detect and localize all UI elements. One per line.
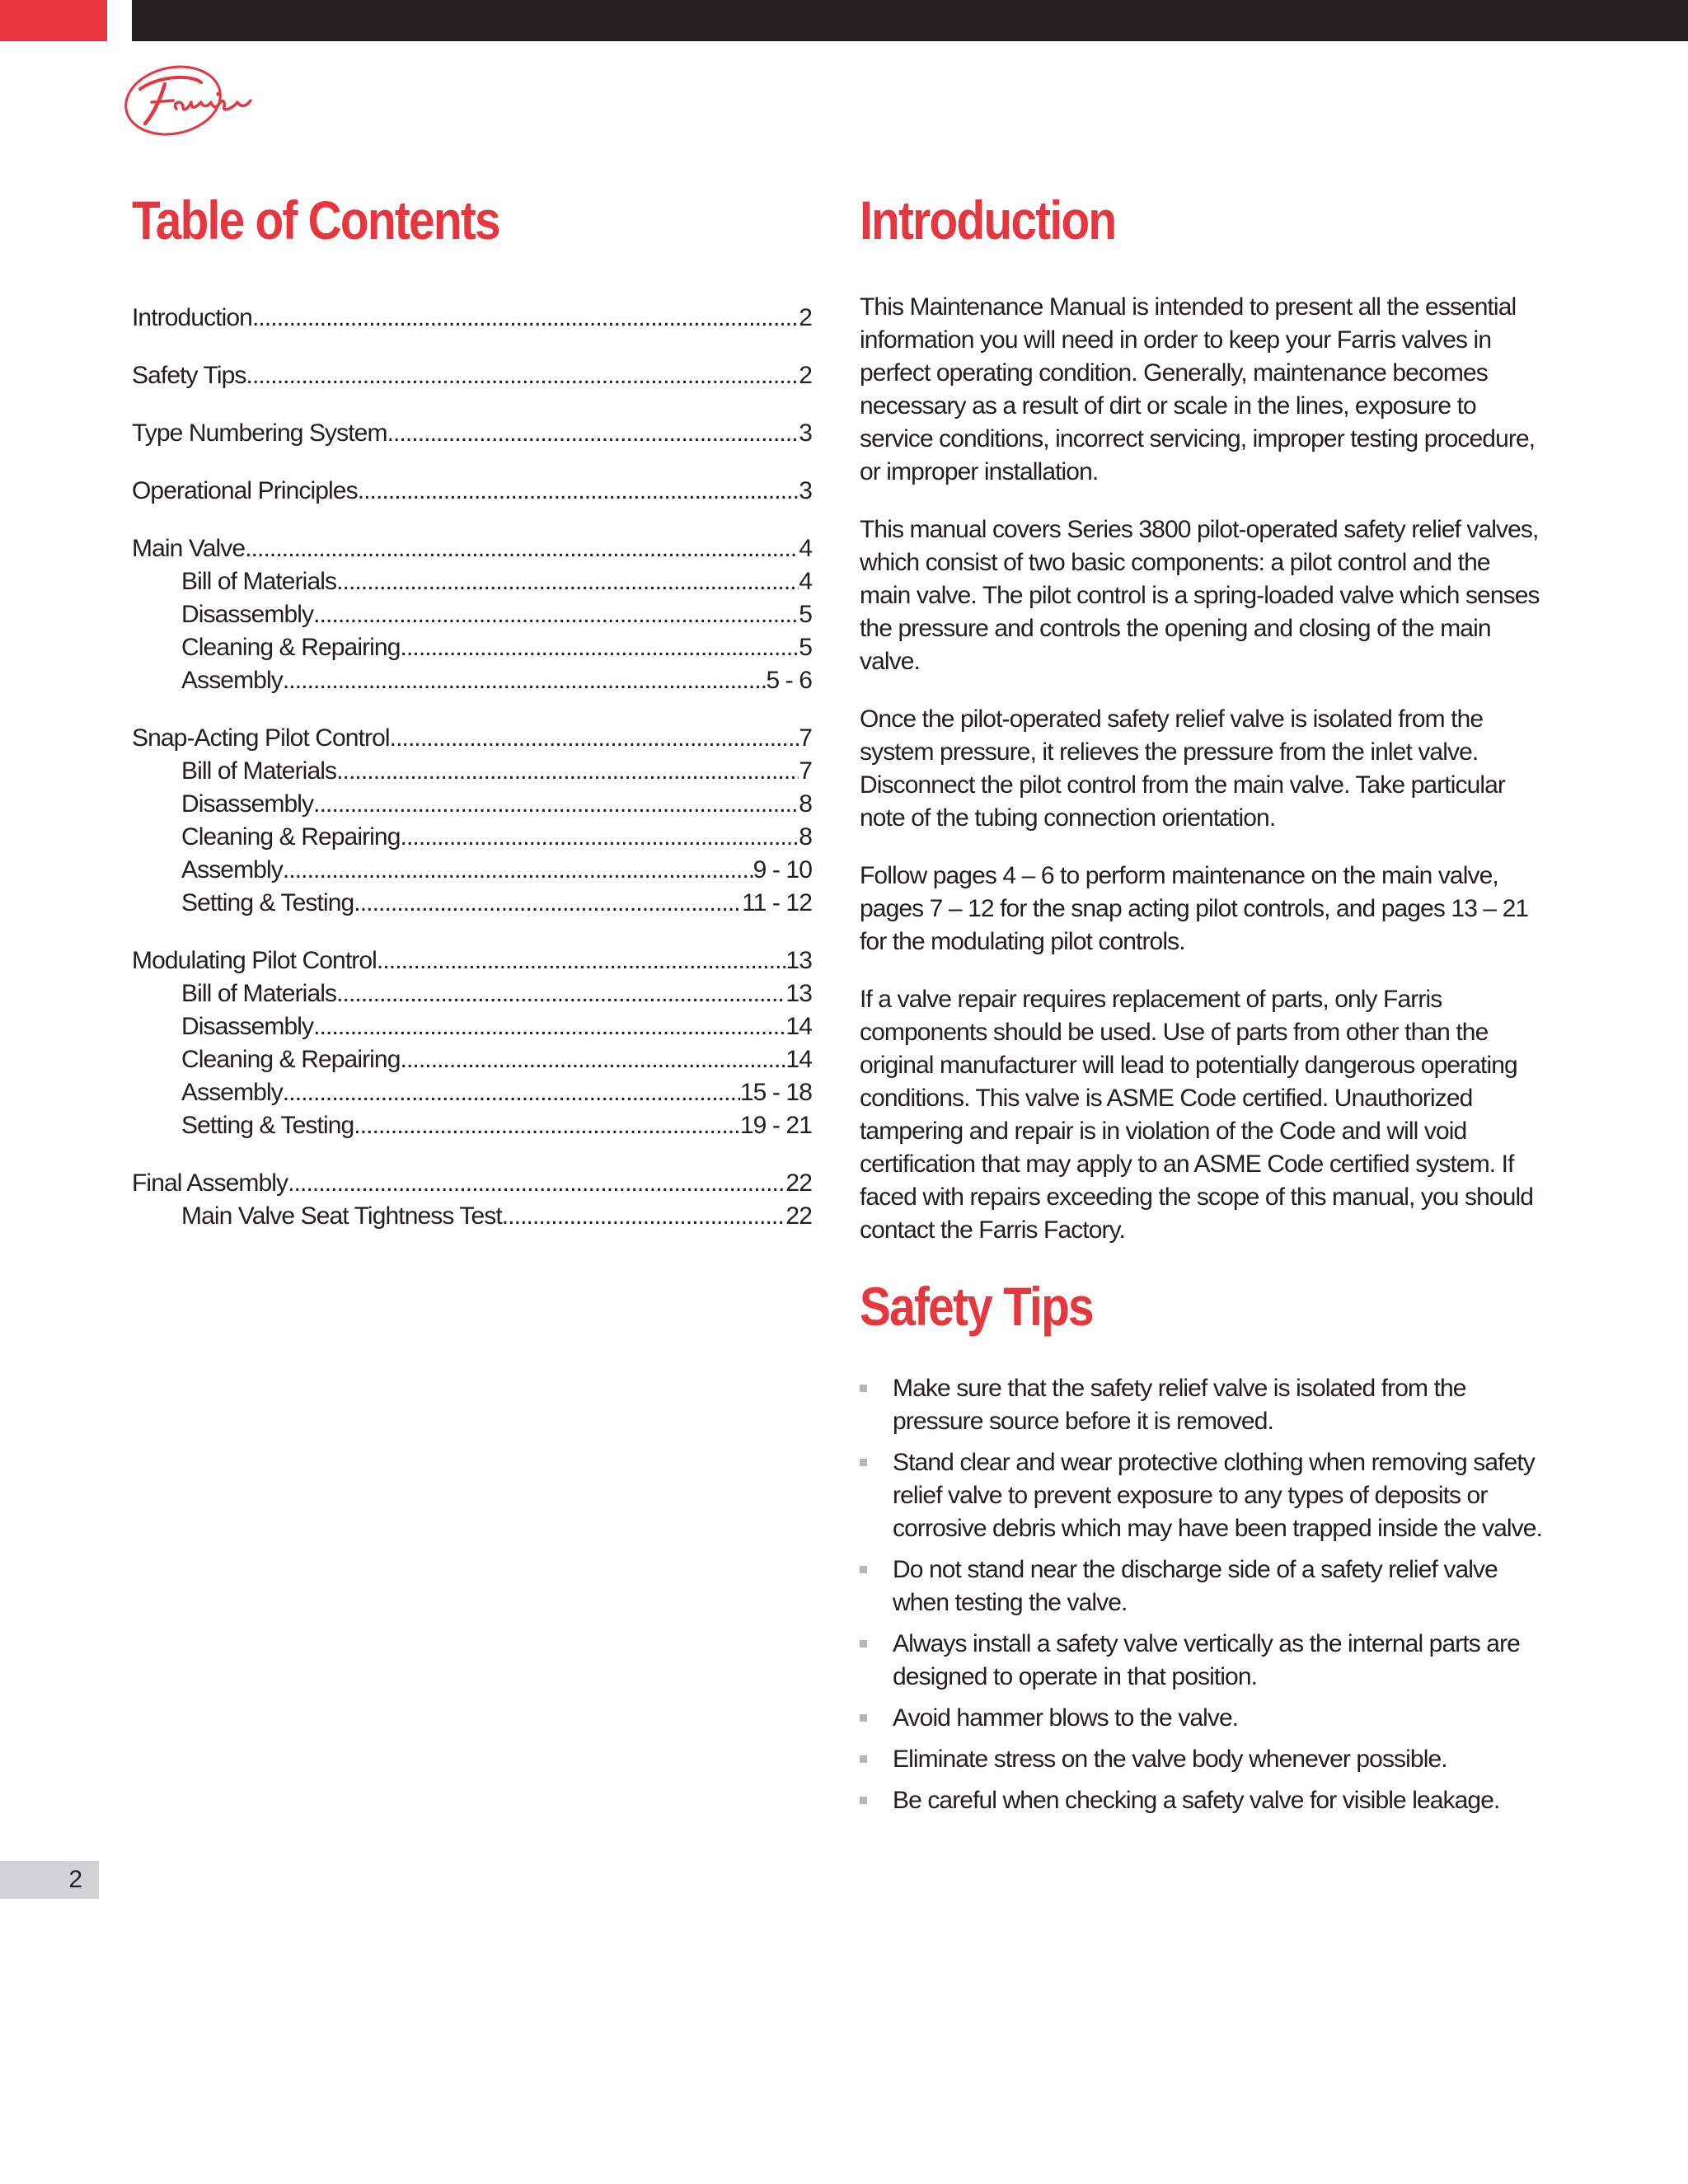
toc-subentry bbox=[132, 1202, 812, 1235]
toc-dot-leader bbox=[401, 1046, 786, 1074]
toc-page-number: 4 bbox=[799, 568, 812, 595]
safety-tips-list bbox=[860, 1372, 1544, 1817]
toc-entry-label: Bill of Materials bbox=[181, 980, 337, 1007]
toc-dot-leader bbox=[354, 1112, 740, 1140]
toc-entry-label: Disassembly bbox=[181, 790, 314, 818]
toc-entry-label: Introduction bbox=[132, 304, 252, 331]
square-bullet-icon bbox=[860, 1755, 867, 1763]
safety-tip-text: Make sure that the safety relief valve is isolated from the pressure source before it is removed. bbox=[893, 1375, 1466, 1435]
toc-page-number: 7 bbox=[799, 724, 812, 752]
toc-group bbox=[132, 724, 812, 922]
toc-entry-label: Bill of Materials bbox=[181, 757, 337, 785]
toc-page-number: 3 bbox=[799, 419, 812, 447]
toc-entry-label: Disassembly bbox=[181, 601, 314, 628]
toc-dot-leader bbox=[358, 477, 799, 505]
toc-entry bbox=[132, 477, 812, 510]
toc-page-number: 3 bbox=[799, 477, 812, 504]
square-bullet-icon bbox=[860, 1459, 867, 1466]
safety-tip-text: Avoid hammer blows to the valve. bbox=[893, 1704, 1239, 1732]
toc-entry-label: Cleaning & Repairing bbox=[181, 634, 401, 661]
toc-subentry bbox=[132, 856, 812, 889]
toc-group bbox=[132, 535, 812, 700]
toc-dot-leader bbox=[245, 535, 799, 563]
toc-title: Table of Contents bbox=[132, 190, 499, 251]
safety-tip bbox=[860, 1743, 1544, 1776]
toc-page-number: 5 bbox=[799, 634, 812, 661]
intro-paragraph: Once the pilot-operated safety relief valve is isolated from the system pressure, it relieves the pressure from the inlet valve. Disconnect the pilot control from the main valve. Take particular note of the tubing connection orientation. bbox=[860, 705, 1506, 832]
safety-tips-title: Safety Tips bbox=[860, 1276, 1093, 1337]
toc-dot-leader bbox=[313, 1013, 785, 1041]
toc-page-number: 13 bbox=[785, 947, 812, 974]
toc-subentry bbox=[132, 1079, 812, 1112]
toc-subentry bbox=[132, 980, 812, 1013]
square-bullet-icon bbox=[860, 1385, 867, 1392]
safety-tip-text: Always install a safety valve vertically as the internal parts are designed to operate in that position. bbox=[893, 1630, 1520, 1690]
toc-subentry bbox=[132, 757, 812, 790]
toc-subentry bbox=[132, 601, 812, 634]
safety-tip bbox=[860, 1628, 1544, 1694]
toc-dot-leader bbox=[387, 419, 799, 448]
toc-entry-label: Main Valve Seat Tightness Test bbox=[181, 1202, 502, 1230]
toc-page-number: 2 bbox=[799, 304, 812, 331]
toc-dot-leader bbox=[283, 667, 767, 695]
toc-dot-leader bbox=[336, 568, 799, 596]
toc-dot-leader bbox=[283, 1079, 740, 1107]
toc-page-number: 5 bbox=[799, 601, 812, 628]
toc-page-number: 14 bbox=[785, 1013, 812, 1040]
toc-entry-label: Assembly bbox=[181, 667, 283, 694]
intro-paragraph: This Maintenance Manual is intended to present all the essential information you will need in order to keep your Farris valves in perfect operating condition. Generally, maintenance becomes necessary as a result of dirt or scale in the lines, exposure to service conditions, incorrect servicing, improper testing procedure, or improper installation. bbox=[860, 293, 1536, 485]
toc-entry-label: Type Numbering System bbox=[132, 419, 387, 447]
toc-dot-leader bbox=[377, 947, 786, 975]
toc-dot-leader bbox=[252, 304, 799, 332]
toc-dot-leader bbox=[390, 724, 799, 752]
toc-entry bbox=[132, 1169, 812, 1202]
toc-entry bbox=[132, 724, 812, 757]
intro-paragraph: Follow pages 4 – 6 to perform maintenance on the main valve, pages 7 – 12 for the snap acting pilot controls, and pages 13 – 21 for the modulating pilot controls. bbox=[860, 862, 1529, 955]
toc-group bbox=[132, 947, 812, 1145]
toc-page-number: 22 bbox=[785, 1169, 812, 1197]
safety-tip bbox=[860, 1372, 1544, 1438]
toc-entry-label: Cleaning & Repairing bbox=[181, 823, 401, 851]
safety-tip bbox=[860, 1784, 1544, 1817]
toc-page-number: 13 bbox=[785, 980, 812, 1007]
safety-tip bbox=[860, 1702, 1544, 1735]
toc-group bbox=[132, 362, 812, 395]
toc-entry-label: Assembly bbox=[181, 1079, 283, 1106]
farris-logo bbox=[122, 61, 254, 137]
toc-dot-leader bbox=[401, 634, 799, 662]
toc-group bbox=[132, 304, 812, 337]
square-bullet-icon bbox=[860, 1714, 867, 1722]
toc-entry-label: Main Valve bbox=[132, 535, 246, 562]
intro-paragraph: If a valve repair requires replacement of parts, only Farris components should be used. Use of parts from other than the original manufacturer will lead to potentially dangerous operating conditions. This valve is ASME Code certified. Unauthorized tampering and repair is in violation of the Code and will void certification that may apply to an ASME Code certified system. If faced with repairs exceeding the scope of this manual, you should contact the Farris Factory. bbox=[860, 986, 1534, 1244]
square-bullet-icon bbox=[860, 1640, 867, 1647]
square-bullet-icon bbox=[860, 1797, 867, 1804]
toc-dot-leader bbox=[288, 1169, 785, 1197]
toc-list bbox=[132, 304, 812, 1235]
toc-entry-label: Modulating Pilot Control bbox=[132, 947, 377, 974]
header-bar bbox=[132, 0, 1688, 41]
toc-page-number: 22 bbox=[785, 1202, 812, 1230]
toc-group bbox=[132, 1169, 812, 1235]
toc-entry-label: Snap-Acting Pilot Control bbox=[132, 724, 390, 752]
toc-dot-leader bbox=[354, 889, 742, 917]
toc-page-number: 7 bbox=[799, 757, 812, 785]
toc-page-number: 15 - 18 bbox=[739, 1079, 812, 1106]
toc-page-number: 8 bbox=[799, 790, 812, 818]
toc-entry-label: Safety Tips bbox=[132, 362, 246, 389]
toc-page-number: 8 bbox=[799, 823, 812, 851]
introduction-title: Introduction bbox=[860, 190, 1116, 251]
table-of-contents bbox=[132, 185, 812, 1260]
toc-page-number: 19 - 21 bbox=[739, 1112, 812, 1139]
safety-tip-text: Eliminate stress on the valve body whenever possible. bbox=[893, 1746, 1447, 1773]
safety-tip-text: Stand clear and wear protective clothing when removing safety relief valve to prevent exposure to any types of deposits or corrosive debris which may have been trapped inside the valve. bbox=[893, 1449, 1542, 1542]
square-bullet-icon bbox=[860, 1566, 867, 1573]
page-number: 2 bbox=[0, 1861, 99, 1899]
toc-subentry bbox=[132, 1112, 812, 1145]
introduction-body bbox=[860, 291, 1544, 1247]
toc-dot-leader bbox=[283, 856, 753, 884]
toc-entry-label: Cleaning & Repairing bbox=[181, 1046, 401, 1073]
safety-tip-text: Do not stand near the discharge side of a safety relief valve when testing the valve. bbox=[893, 1556, 1498, 1616]
toc-dot-leader bbox=[401, 823, 799, 851]
safety-tip bbox=[860, 1446, 1544, 1545]
toc-subentry bbox=[132, 790, 812, 823]
right-column bbox=[860, 185, 1544, 1825]
toc-entry-label: Setting & Testing bbox=[181, 1112, 354, 1139]
toc-group bbox=[132, 477, 812, 510]
toc-entry bbox=[132, 304, 812, 337]
toc-entry-label: Final Assembly bbox=[132, 1169, 288, 1197]
toc-page-number: 14 bbox=[785, 1046, 812, 1073]
toc-dot-leader bbox=[313, 601, 799, 629]
toc-entry-label: Assembly bbox=[181, 856, 283, 883]
toc-dot-leader bbox=[502, 1202, 786, 1230]
toc-dot-leader bbox=[246, 362, 799, 390]
toc-entry-label: Bill of Materials bbox=[181, 568, 337, 595]
toc-page-number: 4 bbox=[799, 535, 812, 562]
toc-page-number: 9 - 10 bbox=[753, 856, 812, 883]
toc-group bbox=[132, 419, 812, 452]
toc-subentry bbox=[132, 1046, 812, 1079]
toc-entry bbox=[132, 362, 812, 395]
toc-subentry bbox=[132, 889, 812, 922]
toc-subentry bbox=[132, 1013, 812, 1046]
toc-page-number: 11 - 12 bbox=[742, 889, 812, 916]
toc-entry-label: Setting & Testing bbox=[181, 889, 354, 916]
safety-tip bbox=[860, 1554, 1544, 1619]
header-accent-bar bbox=[0, 0, 107, 41]
toc-subentry bbox=[132, 634, 812, 667]
toc-entry bbox=[132, 535, 812, 568]
toc-entry-label: Disassembly bbox=[181, 1013, 314, 1040]
toc-page-number: 2 bbox=[799, 362, 812, 389]
intro-paragraph: This manual covers Series 3800 pilot-operated safety relief valves, which consist of two basic components: a pilot control and the main valve. The pilot control is a spring-loaded valve which senses the pressure and controls the opening and closing of the main valve. bbox=[860, 516, 1540, 675]
toc-entry bbox=[132, 419, 812, 452]
toc-entry bbox=[132, 947, 812, 980]
safety-tip-text: Be careful when checking a safety valve for visible leakage. bbox=[893, 1787, 1500, 1814]
toc-entry-label: Operational Principles bbox=[132, 477, 358, 504]
toc-dot-leader bbox=[336, 980, 785, 1008]
toc-subentry bbox=[132, 568, 812, 601]
toc-subentry bbox=[132, 667, 812, 700]
toc-dot-leader bbox=[336, 757, 799, 785]
toc-page-number: 5 - 6 bbox=[766, 667, 812, 694]
toc-subentry bbox=[132, 823, 812, 856]
toc-dot-leader bbox=[313, 790, 799, 818]
